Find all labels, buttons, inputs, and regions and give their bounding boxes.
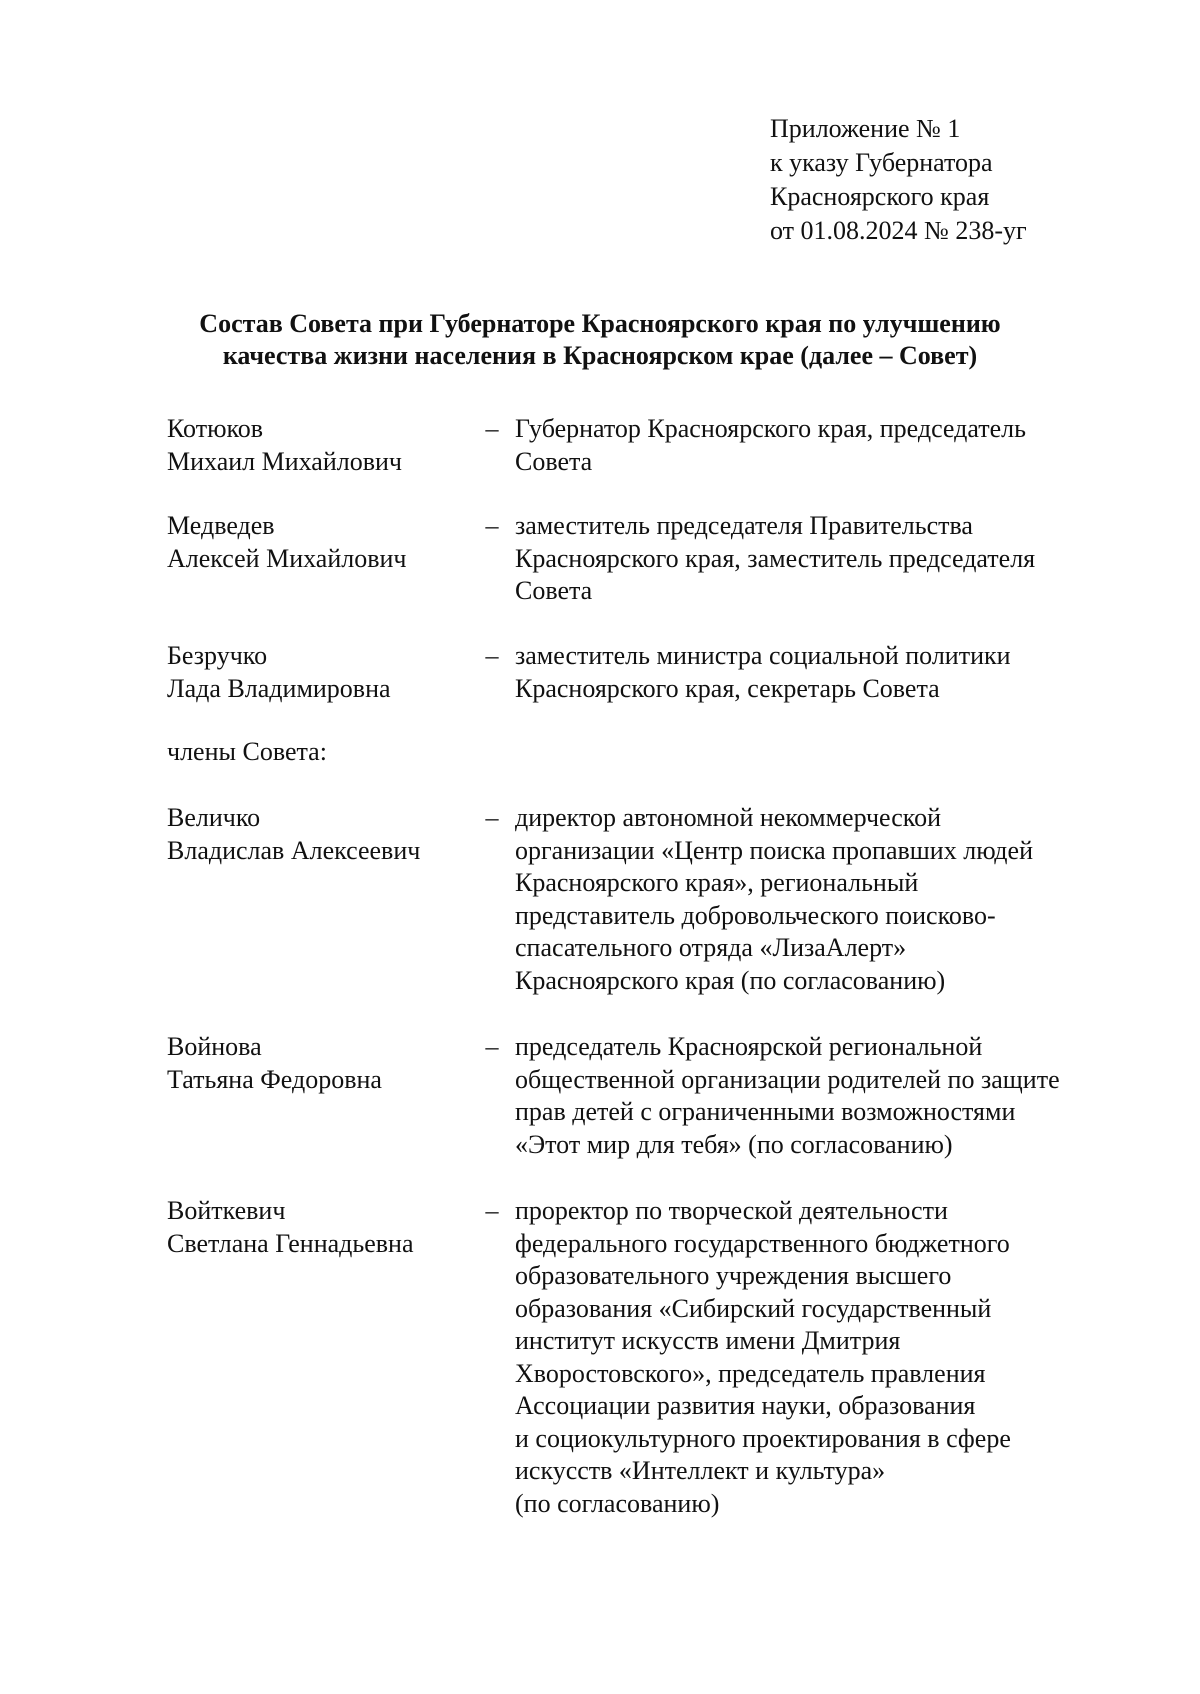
member-given-name: Владислав Алексеевич [167,835,421,865]
role-line: «Этот мир для тебя» (по согласованию) [515,1129,953,1159]
member-surname: Величко [167,803,261,832]
member-surname: Котюков [167,414,264,443]
role-line: Красноярского края (по согласованию) [515,965,946,995]
role-line: заместитель министра социальной политики [515,641,1011,670]
role-line: Совета [515,576,593,605]
role-line: проректор по творческой деятельности [515,1196,948,1225]
member-role [515,1031,1125,1161]
member-role [515,413,1125,478]
dash-separator: – [485,511,499,540]
member-given-name: Михаил Михайлович [167,446,403,476]
annex-line: Приложение № 1 [770,114,961,143]
role-line: Красноярского края», региональный [515,868,919,897]
member-surname: Войнова [167,1032,262,1061]
role-line: и социокультурного проектирования в сфере [515,1423,1011,1453]
document-title [120,308,1080,372]
member-name [167,802,467,867]
role-line: искусств «Интеллект и культура» [515,1456,886,1485]
member-name [167,413,467,478]
annex-line: Красноярского края [770,182,990,211]
role-line: директор автономной некоммерческой [515,803,941,832]
member-role [515,1195,1125,1520]
member-given-name: Лада Владимировна [167,673,391,703]
member-surname: Безручко [167,641,268,670]
role-line: институт искусств имени Дмитрия [515,1326,901,1355]
role-line: прав детей с ограниченными возможностями [515,1097,1016,1126]
role-line: председатель Красноярской региональной [515,1032,983,1061]
member-name [167,510,467,575]
member-name [167,1195,467,1260]
member-given-name: Татьяна Федоровна [167,1064,382,1094]
role-line: (по согласованию) [515,1488,720,1518]
member-role [515,510,1125,608]
role-line: Совета [515,446,593,476]
member-role [515,640,1125,705]
annex-line: к указу Губернатора [770,148,993,177]
member-surname: Медведев [167,511,275,540]
role-line: спасательного отряда «ЛизаАлерт» [515,933,907,962]
role-line: заместитель председателя Правительства [515,511,973,540]
role-line: общественной организации родителей по защите [515,1064,1060,1094]
members-section-label: члены Совета: [167,737,327,766]
member-given-name: Светлана Геннадьевна [167,1228,414,1258]
dash-separator: – [485,1196,499,1225]
role-line: представитель добровольческого поисково- [515,900,996,930]
title-line: качества жизни населения в Красноярском крае (далее – Совет) [222,341,978,370]
role-line: федерального государственного бюджетного [515,1228,1010,1258]
member-surname: Войткевич [167,1196,286,1225]
member-given-name: Алексей Михайлович [167,543,407,573]
role-line: образовательного учреждения высшего [515,1261,952,1290]
member-role [515,802,1125,997]
dash-separator: – [485,1032,499,1061]
role-line: образования «Сибирский государственный [515,1293,992,1323]
title-line: Состав Совета при Губернаторе Красноярского края по улучшению [199,309,1001,338]
member-name [167,1031,467,1096]
role-line: Красноярского края, заместитель председателя [515,543,1036,573]
role-line: Губернатор Красноярского края, председатель [515,414,1026,443]
dash-separator: – [485,803,499,832]
annex-reference [770,112,1027,248]
annex-line: от 01.08.2024 № 238-уг [770,216,1027,245]
member-name [167,640,467,705]
dash-separator: – [485,414,499,443]
role-line: организации «Центр поиска пропавших людей [515,835,1033,865]
dash-separator: – [485,641,499,670]
role-line: Хворостовского», председатель правления [515,1358,986,1388]
role-line: Ассоциации развития науки, образования [515,1391,976,1420]
role-line: Красноярского края, секретарь Совета [515,673,940,703]
